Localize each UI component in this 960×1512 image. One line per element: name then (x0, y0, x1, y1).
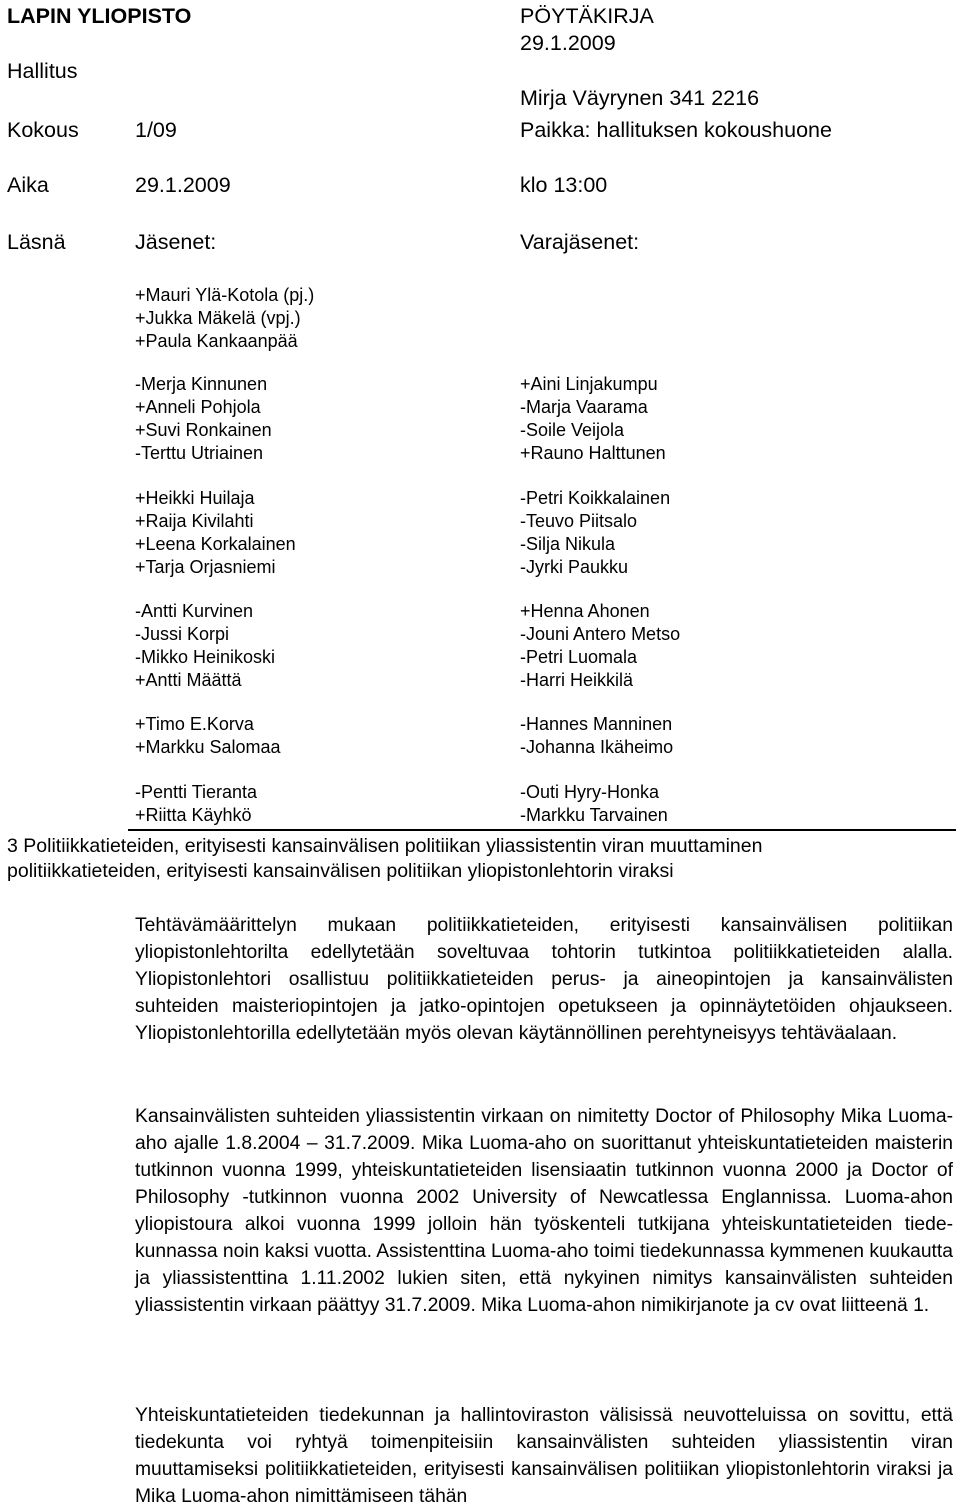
attendance-label: Läsnä (7, 230, 66, 254)
document-date: 29.1.2009 (520, 31, 616, 55)
agenda-paragraph-2: Kansainvälisten suhteiden yliassistentin virkaan on nimitetty Doctor of Philosophy Mika Luoma-aho ajalle 1.8.2004 – 31.7.2009. Mika Luoma-aho on suorittanut yhteiskuntatieteiden maisterin tutkinnon vuonna 1999, yhteiskuntatieteiden lisensiaatin tutkinnon vuonna 2000 ja Doctor of Philosophy -tutkinnon vuonna 2002 University of Newcatlessa Englannissa. Luoma-ahon yliopistoura alkoi vuonna 1999 jolloin hän työskenteli tutkijana yhteiskuntatieteiden tiedekunnassa noin kaksi vuotta. Assistenttina Luoma-aho toimi tiedekunnassa kymmenen kuukautta ja yliassistenttina 1.11.2002 lukien siten, että nykyinen nimitys kansainvälisten suhteiden yliassistentin virkaan päättyy 31.7.2009. Mika Luoma-ahon nimikirjanote ja cv ovat liitteenä 1. (135, 1106, 953, 1316)
member-name: +Heikki Huilaja (135, 488, 255, 508)
meeting-date: 29.1.2009 (135, 173, 231, 197)
meeting-location: Paikka: hallituksen kokoushuone (520, 118, 832, 142)
agenda-paragraph-1: Tehtävämäärittelyn mukaan politiikkatieteiden, erityisesti kansainvälisen politiikan yliopistonlehtorilta edellytetään soveltuvaa tohtorin tutkintoa politiikkatieteiden alalla. Yliopistonlehtori osallistuu politiikkatieteiden perus- ja aineopintojen ja kansainvälisten suhteiden maisteriopintojen ja jatko-opintojen opetukseen ja opinnäytetöiden ohjaukseen. Yliopistonlehtorilla edellytetään myös olevan käytännöllinen perehtyneisyys tehtäväalaan. (135, 915, 953, 1044)
agenda-paragraph-3: Yhteiskuntatieteiden tiedekunnan ja hallintoviraston välisissä neuvotteluissa on sovittu, että tiedekunta voi ryhtyä toimenpiteisiin kansainvälisten suhteiden yliassistentin viran muuttamiseksi politiikkatieteiden, erityisesti kansainvälisen politiikan yliopistonlehtorin viraksi ja Mika Luoma-ahon nimittämiseen tähän (135, 1405, 953, 1507)
document-type: PÖYTÄKIRJA (520, 4, 654, 28)
deputy-name: -Petri Luomala (520, 647, 638, 667)
member-name: +Riitta Käyhkö (135, 805, 252, 825)
member-group-5 (135, 713, 281, 759)
member-name: +Mauri Ylä-Kotola (pj.) (135, 285, 315, 305)
meeting-label: Kokous (7, 118, 79, 142)
deputy-name: +Henna Ahonen (520, 601, 650, 621)
member-name: +Paula Kankaanpää (135, 331, 298, 351)
deputy-name: -Jyrki Paukku (520, 557, 629, 577)
deputy-name: +Aini Linjakumpu (520, 374, 658, 394)
agenda-item-title-line-2: politiikkatieteiden, erityisesti kansainvälisen politiikan yliopistonlehtorin viraksi (7, 860, 674, 882)
member-name: +Raija Kivilahti (135, 511, 254, 531)
deputy-name: -Outi Hyry-Honka (520, 782, 660, 802)
deputy-name: -Jouni Antero Metso (520, 624, 681, 644)
member-name: +Antti Määttä (135, 670, 242, 690)
member-group-1 (135, 284, 314, 353)
member-name: +Anneli Pohjola (135, 397, 261, 417)
members-label: Jäsenet: (135, 230, 217, 254)
member-group-6 (135, 781, 257, 827)
organization-name: LAPIN YLIOPISTO (7, 4, 192, 28)
body-name: Hallitus (7, 59, 78, 83)
deputy-group-5 (520, 713, 673, 759)
deputies-label: Varajäsenet: (520, 230, 640, 254)
member-name: -Mikko Heinikoski (135, 647, 276, 667)
meeting-number: 1/09 (135, 118, 177, 142)
member-name: +Jukka Mäkelä (vpj.) (135, 308, 301, 328)
deputy-name: +Rauno Halttunen (520, 443, 666, 463)
member-name: +Leena Korkalainen (135, 534, 296, 554)
deputy-name: -Johanna Ikäheimo (520, 737, 674, 757)
deputy-name: -Silja Nikula (520, 534, 616, 554)
member-name: -Jussi Korpi (135, 624, 230, 644)
member-name: +Timo E.Korva (135, 714, 254, 734)
section-divider (128, 829, 956, 831)
agenda-item-title-line-1: 3 Politiikkatieteiden, erityisesti kansainvälisen politiikan yliassistentin viran muuttaminen (7, 835, 763, 857)
member-group-2 (135, 373, 272, 465)
time-label: Aika (7, 173, 49, 197)
member-name: -Pentti Tieranta (135, 782, 258, 802)
deputy-group-6 (520, 781, 668, 827)
deputy-name: -Soile Veijola (520, 420, 625, 440)
deputy-name: -Hannes Manninen (520, 714, 673, 734)
deputy-name: -Markku Tarvainen (520, 805, 668, 825)
deputy-group-2 (520, 373, 666, 465)
deputy-group-3 (520, 487, 670, 579)
member-name: +Tarja Orjasniemi (135, 557, 276, 577)
member-group-4 (135, 600, 275, 692)
member-name: -Merja Kinnunen (135, 374, 268, 394)
contact-person: Mirja Väyrynen 341 2216 (520, 86, 760, 110)
member-name: +Suvi Ronkainen (135, 420, 272, 440)
deputy-name: -Harri Heikkilä (520, 670, 634, 690)
member-name: -Terttu Utriainen (135, 443, 264, 463)
member-name: +Markku Salomaa (135, 737, 281, 757)
member-group-3 (135, 487, 296, 579)
deputy-group-4 (520, 600, 680, 692)
member-name: -Antti Kurvinen (135, 601, 254, 621)
meeting-time: klo 13:00 (520, 173, 608, 197)
deputy-name: -Marja Vaarama (520, 397, 648, 417)
deputy-name: -Teuvo Piitsalo (520, 511, 638, 531)
deputy-name: -Petri Koikkalainen (520, 488, 671, 508)
